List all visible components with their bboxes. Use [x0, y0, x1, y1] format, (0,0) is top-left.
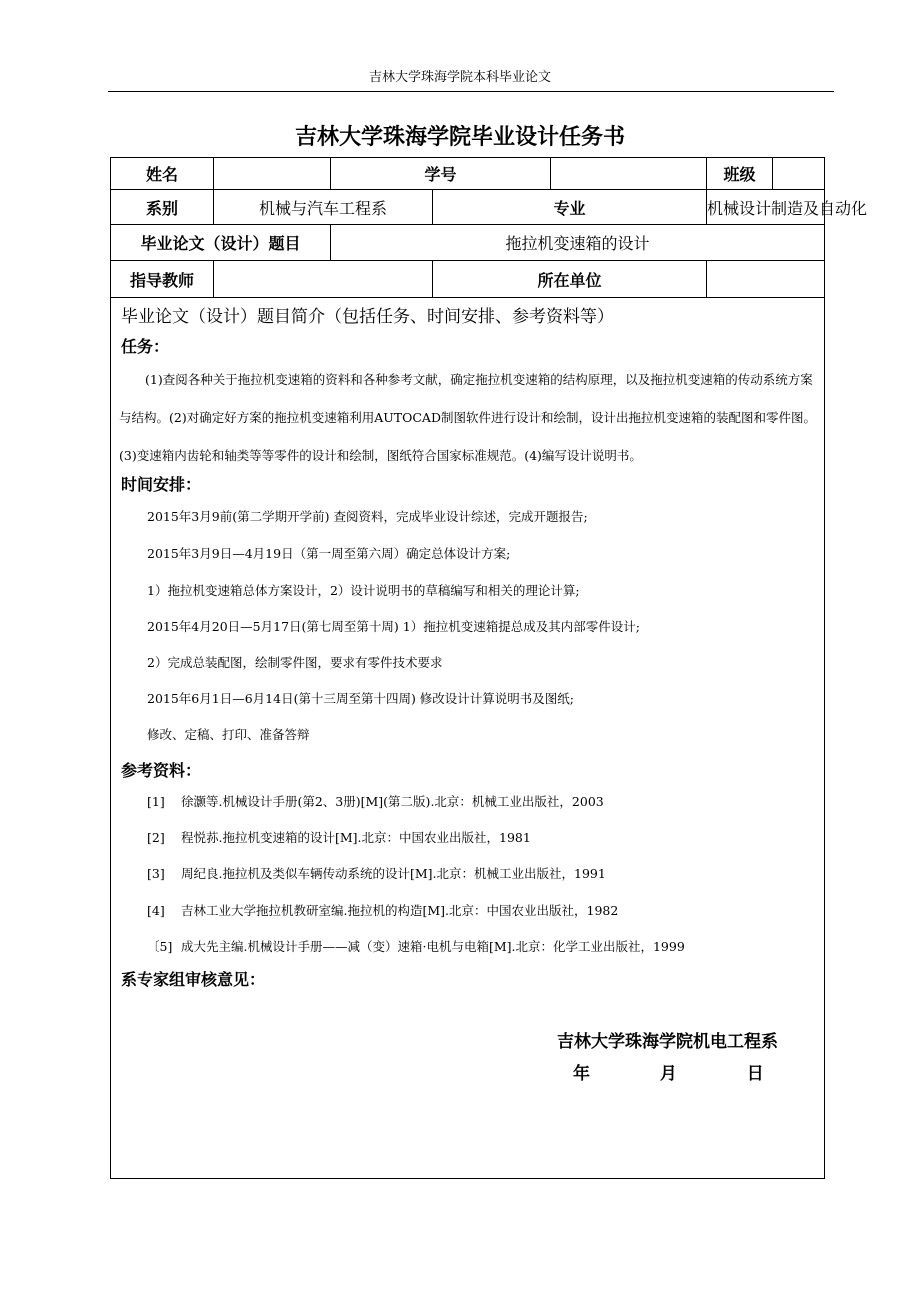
date-month: 月	[659, 1064, 677, 1084]
advisor-label: 指导教师	[111, 261, 214, 298]
header-rule	[108, 91, 834, 92]
reference-item	[147, 901, 618, 919]
reference-number: [3]	[147, 866, 165, 881]
content-box	[110, 297, 825, 1179]
reference-item	[147, 828, 531, 846]
schedule-line: 修改、定稿、打印、准备答辩	[147, 727, 310, 742]
reference-text: 程悦荪.拖拉机变速箱的设计[M].北京：中国农业出版社，1981	[181, 830, 531, 845]
dept-value: 机械与汽车工程系	[214, 190, 433, 225]
reference-number: 〔5]	[147, 939, 173, 954]
reference-item	[147, 937, 685, 955]
reference-number: [2]	[147, 830, 165, 845]
schedule-line: 2015年3月9前(第二学期开学前) 查阅资料，完成毕业设计综述，完成开题报告;	[147, 509, 588, 524]
class-label: 班级	[707, 158, 773, 190]
unit-value	[707, 261, 825, 298]
reference-number: [1]	[147, 794, 165, 809]
class-value	[773, 158, 825, 190]
page-header: 吉林大学珠海学院本科毕业论文	[368, 70, 551, 85]
topic-value: 拖拉机变速箱的设计	[331, 225, 825, 261]
student-id-label: 学号	[331, 158, 551, 190]
task-heading: 任务：	[121, 337, 170, 356]
review-heading: 系专家组审核意见：	[121, 970, 266, 989]
topic-label: 毕业论文（设计）题目	[111, 225, 331, 261]
reference-text: 周纪良.拖拉机及类似车辆传动系统的设计[M].北京：机械工业出版社，1991	[181, 866, 606, 881]
schedule-heading: 时间安排：	[121, 475, 202, 494]
reference-text: 徐灏等.机械设计手册(第2、3册)[M](第二版).北京：机械工业出版社，2003	[181, 794, 604, 809]
date-year: 年	[573, 1064, 590, 1084]
schedule-line: 2）完成总装配图，绘制零件图，要求有零件技术要求	[147, 655, 443, 670]
unit-label: 所在单位	[433, 261, 707, 298]
name-label: 姓名	[111, 158, 214, 190]
intro-text: 毕业论文（设计）题目简介（包括任务、时间安排、参考资料等）	[121, 307, 614, 327]
schedule-line: 2015年6月1日—6月14日(第十三周至第十四周) 修改设计计算说明书及图纸;	[147, 691, 575, 706]
schedule-line: 2015年4月20日—5月17日(第七周至第十周) 1）拖拉机变速箱提总成及其内部零件设计;	[147, 619, 640, 634]
reference-number: [4]	[147, 903, 165, 918]
document-title: 吉林大学珠海学院毕业设计任务书	[294, 125, 625, 150]
schedule-line: 2015年3月9日—4月19日（第一周至第六周）确定总体设计方案;	[147, 546, 511, 561]
signature-dept: 吉林大学珠海学院机电工程系	[557, 1032, 778, 1052]
student-id-value	[551, 158, 707, 190]
name-value	[214, 158, 331, 190]
info-row-advisor	[111, 261, 825, 298]
reference-text: 吉林工业大学拖拉机教研室编.拖拉机的构造[M].北京：中国农业出版社，1982	[181, 903, 619, 918]
info-row-topic	[111, 225, 825, 261]
references-heading: 参考资料：	[121, 761, 202, 780]
info-row-dept	[111, 190, 825, 225]
reference-item	[147, 864, 606, 882]
major-label: 专业	[433, 190, 707, 225]
task-text: (1)查阅各种关于拖拉机变速箱的资料和各种参考文献，确定拖拉机变速箱的结构原理，以及拖拉机变速箱的传动系统方案与结构。(2)对确定好方案的拖拉机变速箱利用AUTOCAD制图软件进行设计和绘制，设计出拖拉机变速箱的装配图和零件图。(3)变速箱内齿轮和轴类等等零件的设计和绘制，图纸符合国家标准规范。(4)编写设计说明书。	[119, 372, 816, 463]
date-day: 日	[746, 1064, 764, 1084]
advisor-value	[214, 261, 433, 298]
info-table	[110, 157, 868, 298]
info-row-name	[111, 158, 825, 190]
schedule-line: 1）拖拉机变速箱总体方案设计，2）设计说明书的草稿编写和相关的理论计算;	[147, 583, 580, 598]
major-value: 机械设计制造及自动化	[707, 190, 825, 225]
dept-label: 系别	[111, 190, 214, 225]
date-line	[573, 1059, 764, 1084]
reference-text: 成大先主编.机械设计手册——减（变）速箱·电机与电箱[M].北京：化学工业出版社，1999	[181, 939, 685, 954]
reference-item	[147, 792, 604, 810]
